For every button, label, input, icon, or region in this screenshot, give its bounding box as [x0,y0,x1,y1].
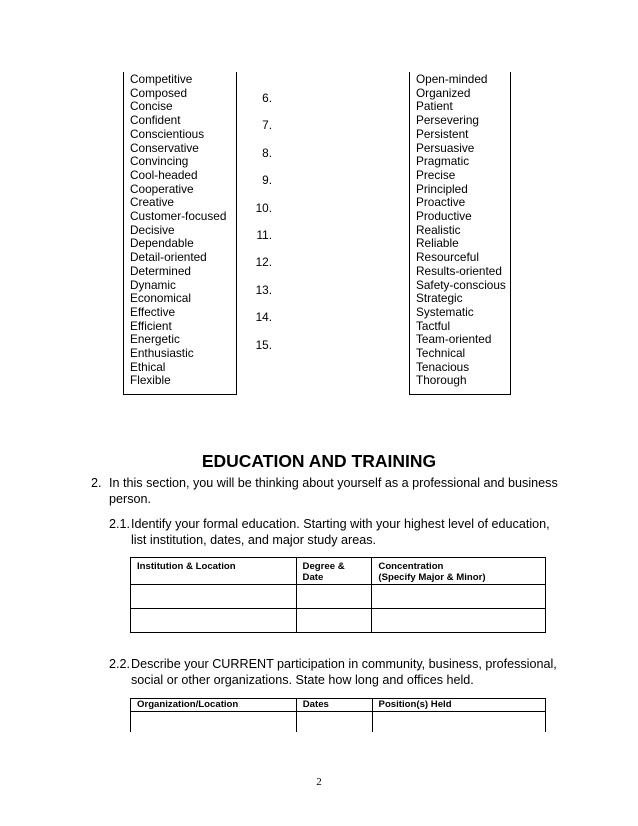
education-table [130,557,546,633]
left-adjective: Cooperative [130,181,194,196]
right-adjective: Results-oriented [416,263,502,278]
left-adjective-list [123,72,237,395]
left-adjective: Composed [130,85,188,100]
left-adjective: Efficient [130,318,172,333]
left-adjective: Economical [130,291,191,306]
left-adjective: Convincing [130,154,189,169]
right-adjective: Strategic [416,291,463,306]
rank-number: 13. [255,282,272,297]
right-adjective: Persevering [416,113,479,128]
header-institution: Institution & Location [131,558,297,585]
left-adjective: Dependable [130,236,194,251]
concentration-cell[interactable] [372,585,546,609]
left-adjective: Detail-oriented [130,250,207,265]
left-adjective: Customer-focused [130,209,227,223]
right-adjective: Reliable [416,236,459,251]
left-adjective: Decisive [130,222,175,237]
question-2-text: In this section, you will be thinking about yourself as a professional and business person. [109,476,558,506]
table-row[interactable] [131,609,546,633]
rank-number: 7. [262,118,272,133]
left-adjective: Conscientious [130,126,205,141]
dates-cell[interactable] [296,712,372,732]
right-adjective: Tenacious [416,359,470,374]
header-positions: Position(s) Held [372,699,545,712]
right-adjective: Technical [416,346,466,360]
left-adjective: Determined [130,263,191,278]
degree-cell[interactable] [296,609,372,633]
rank-number: 9. [262,173,272,188]
left-adjective: Energetic [130,332,180,347]
right-adjective: Team-oriented [416,332,492,347]
education-table-header [131,558,546,585]
header-dates: Dates [296,699,372,712]
rank-number: 6. [262,91,272,105]
right-adjective: Proactive [416,195,466,210]
institution-cell[interactable] [131,585,297,609]
question-2-1-number: 2.1. [109,517,131,531]
rank-number: 11. [256,228,272,242]
degree-cell[interactable] [296,585,372,609]
left-adjective: Creative [130,195,174,210]
right-adjective-list [409,72,511,395]
left-adjective: Flexible [130,373,171,388]
table-row[interactable] [131,585,546,609]
rank-number: 8. [262,145,272,160]
right-adjective: Realistic [416,222,461,237]
right-adjective: Tactful [416,318,451,333]
concentration-cell[interactable] [372,609,546,633]
header-degree: Degree & Date [296,558,372,585]
right-adjective: Organized [416,85,471,100]
organization-cell[interactable] [131,712,297,732]
table-row[interactable] [131,712,546,732]
question-2-2-text: Describe your CURRENT participation in community, business, professional, social or other organizations. State how long and offices held. [131,657,557,687]
question-2-1-text: Identify your formal education. Starting with your highest level of education, list institution, dates, and major study areas. [131,517,550,547]
rank-number: 10. [255,200,272,215]
right-adjective: Productive [416,209,472,223]
rank-number: 12. [255,255,272,270]
left-adjective: Dynamic [130,277,176,292]
rank-number: 14. [255,310,272,325]
right-adjective: Persuasive [416,140,475,155]
right-adjective: Principled [416,181,468,196]
right-adjective: Open-minded [416,72,488,86]
header-concentration: Concentration (Specify Major & Minor) [372,558,546,585]
positions-cell[interactable] [372,712,545,732]
left-adjective: Concise [130,99,173,114]
rank-number: 15. [255,337,272,352]
left-adjective: Effective [130,304,176,319]
header-organization: Organization/Location [131,699,297,712]
right-adjective: Pragmatic [416,154,470,169]
organization-table-header [131,699,546,712]
right-adjective: Systematic [416,304,474,319]
right-adjective: Safety-conscious [416,277,506,292]
left-adjective: Competitive [130,72,193,86]
page-number: 2 [316,776,322,788]
left-adjective: Confident [130,113,181,128]
right-adjective: Patient [416,99,453,114]
question-2-2-number: 2.2. [109,657,131,671]
right-adjective: Thorough [416,373,467,388]
left-adjective: Cool-headed [130,167,198,182]
question-2-number: 2. [91,476,102,490]
left-adjective: Enthusiastic [130,346,194,360]
section-heading: EDUCATION AND TRAINING [201,451,437,471]
organization-table [130,698,546,732]
institution-cell[interactable] [131,609,297,633]
right-adjective: Precise [416,167,456,182]
left-adjective: Conservative [130,140,199,155]
right-adjective: Resourceful [416,250,479,265]
left-adjective: Ethical [130,359,166,374]
right-adjective: Persistent [416,126,469,141]
